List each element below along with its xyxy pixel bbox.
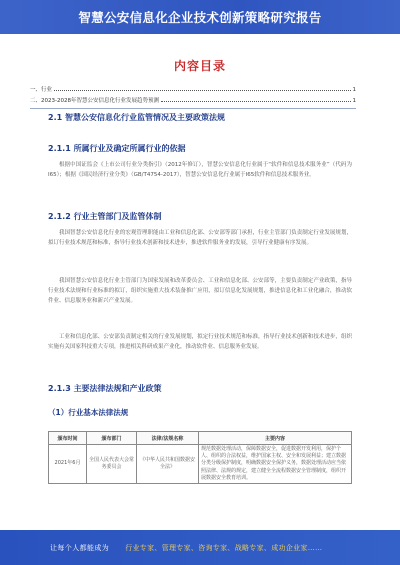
footer-slogan-highlight: 行业专家、管理专家、咨询专家、战略专家、成功企业家…… (125, 543, 323, 552)
cell-department: 全国人民代表大会常务委员会 (87, 445, 137, 484)
toc-item-text: 二、2023-2028年智慧公安信息化行业发展趋势预测 (30, 98, 159, 104)
report-title: 智慧公安信息化企业技术创新策略研究报告 (78, 10, 322, 25)
toc-title: 内容目录 (173, 59, 226, 73)
toc-item[interactable] (30, 82, 356, 93)
subsection-heading: 2.1.2 行业主管部门及监管体制 (48, 212, 162, 221)
report-footer (0, 530, 400, 565)
column-header: 颁布时间 (49, 432, 87, 445)
paragraph: 我国智慧公安信息化行业主管部门为国家发展和改革委员会、工业和信息化部、公安部等，主要负责制定产业政策，指导行业技术法规和行业标准的拟订，组织实施重大技术装备推广应用，拟订信息化发展规划，推进信息化和工业化融合，推动软件业、信息服务业和新兴产业发展。 (48, 278, 352, 305)
toc-item-page: 1 (352, 98, 356, 104)
toc-item[interactable] (30, 93, 356, 104)
toc-divider (30, 108, 356, 109)
report-header (0, 0, 400, 34)
toc-leader-dots (54, 90, 350, 91)
cell-law-name: 《中华人民共和国数据安全法》 (137, 445, 199, 484)
footer-slogan: 让每个人都能成为 (50, 543, 110, 552)
toc-item-text: 一、行业 (30, 87, 53, 93)
table-header-row (49, 432, 352, 445)
toc-item-page: 1 (352, 87, 356, 93)
subsection-heading: 2.1.3 主要法律法规和产业政策 (48, 384, 162, 393)
cell-content: 规范数据处理活动，保障数据安全，促进数据开发利用，保护个人、组织的合法权益，维护国家主权、安全和发展利益；建立数据分类分级保护制度，明确数据安全保护义务，数据处理活动应当依照法律、法规的规定，建立健全全流程数据安全管理制度，组织开展数据安全教育培训。 (199, 445, 352, 484)
column-header: 法律/法规名称 (137, 432, 199, 445)
toc-leader-dots (161, 101, 351, 102)
column-header: 主要内容 (199, 432, 352, 445)
table-row (49, 445, 352, 484)
subsection-heading: 2.1.1 所属行业及确定所属行业的依据 (48, 144, 186, 153)
paragraph: 根据中国证监会《上市公司行业分类指引》（2012年修订），智慧公安信息化行业属于“软件和信息技术服务业”（代码为I65）；根据《国民经济行业分类》（GB/T4754-2017），智慧公安信息化行业属于I65软件和信息技术服务业。 (48, 162, 352, 179)
sub-subsection-heading: （1）行业基本法律法规 (48, 408, 129, 417)
cell-time: 2021年6月 (49, 445, 87, 484)
paragraph: 我国智慧公安信息化行业的宏观管理职能由工业和信息化部、公安部等部门承担，行业主管部门负责制定行业发展规划，拟订行业技术规范和标准，指导行业技术创新和技术进步，推进软件服务业的发展，引导行业健康有序发展。 (48, 230, 352, 247)
section-heading: 2.1 智慧公安信息化行业监管情况及主要政策法规 (48, 113, 225, 122)
laws-table (48, 431, 352, 484)
paragraph: 工业和信息化部、公安部负责制定相关的行业发展规划，拟定行业技术规范和标准，指导行业技术创新和技术进步，组织实施有关国家科技重大专项，推进相关科研成果产业化，推动软件业、信息服务业发展。 (48, 334, 352, 351)
table-of-contents (30, 82, 356, 104)
column-header: 颁布部门 (87, 432, 137, 445)
